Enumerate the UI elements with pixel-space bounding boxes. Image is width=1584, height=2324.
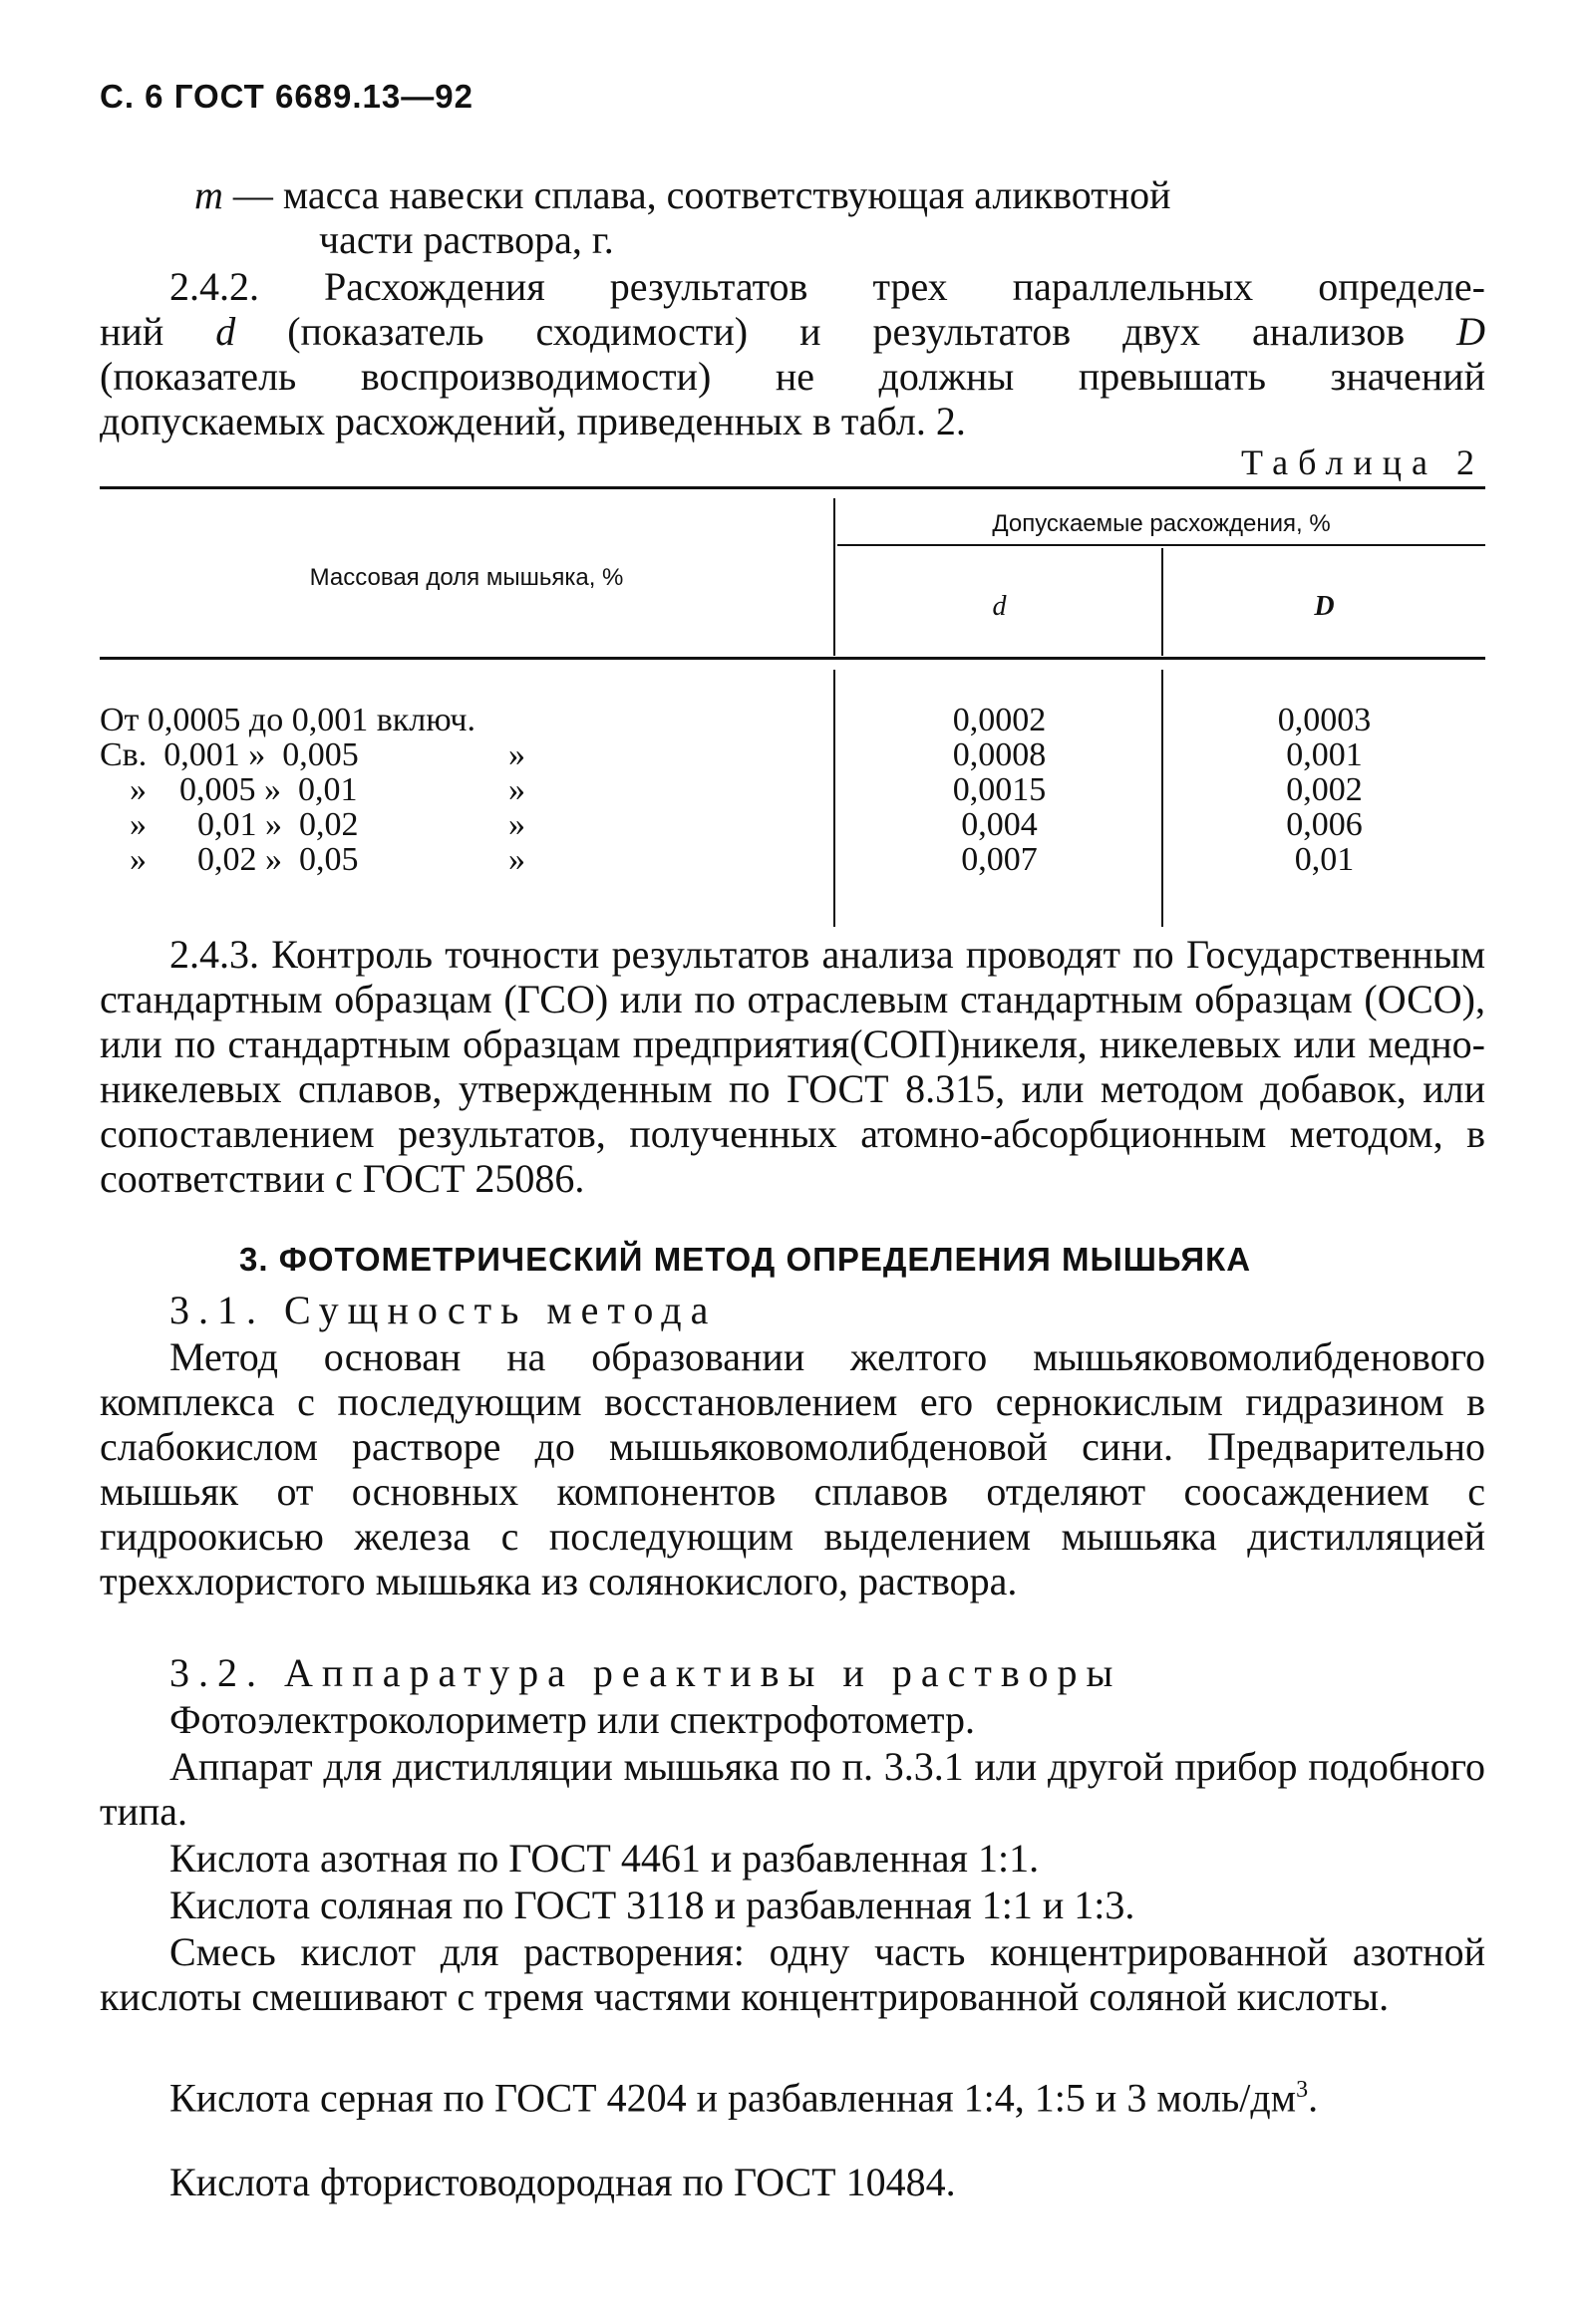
table-row-1-D: 0,0003 bbox=[1277, 702, 1372, 738]
table-group-rule bbox=[837, 544, 1485, 546]
table-row-4-D: 0,006 bbox=[1286, 806, 1363, 843]
reagent-item-5: Смесь кислот для растворения: одну часть концентрированной азотной кислоты смешивают с тремя частями концентрированной соляной кислоты. bbox=[100, 1929, 1485, 2019]
reagent-item-3: Кислота азотная по ГОСТ 4461 и разбавленная 1:1. bbox=[169, 1836, 1040, 1881]
col-d-header: d bbox=[992, 591, 1007, 622]
p242-line1: 2.4.2. Расхождения результатов трех параллельных определе- bbox=[169, 264, 1485, 309]
reagent-item-4: Кислота соляная по ГОСТ 3118 и разбавленная 1:1 и 1:3. bbox=[169, 1883, 1135, 1927]
table-row-2-range: Св. 0,001 » 0,005 » bbox=[100, 736, 525, 773]
page-header: С. 6 ГОСТ 6689.13—92 bbox=[100, 78, 474, 115]
reagent-hydrofluoric-acid: Кислота фтористоводородная по ГОСТ 10484. bbox=[169, 2160, 956, 2204]
col-mass-fraction-header: Массовая доля мышьяка, % bbox=[309, 564, 624, 591]
section-3-title: 3. ФОТОМЕТРИЧЕСКИЙ МЕТОД ОПРЕДЕЛЕНИЯ МЫШЬЯКА bbox=[239, 1241, 1252, 1278]
table-row-3-D: 0,002 bbox=[1286, 771, 1363, 808]
table-row-1-d: 0,0002 bbox=[952, 702, 1047, 738]
table-vline-1 bbox=[833, 498, 835, 656]
table-body-vline-1 bbox=[833, 670, 835, 927]
m-definition-line1: m — масса навески сплава, соответствующая аликвотной bbox=[194, 172, 1171, 217]
paragraph-2-4-3: 2.4.3. Контроль точности результатов анализа проводят по Государственным стандартным образцам (ГСО) или по отраслевым стандартным образцам (ОСО), или по стандартным образцам предприятия(СОП)никеля, никелевых или медно-никелевых сплавов, утвержденным по ГОСТ 8.315, или методом добавок, или сопоставлением результатов, полученных атомно-абсорбционным методом, в соответствии с ГОСТ 25086. bbox=[100, 932, 1485, 1201]
col-group-header: Допускаемые расхождения, % bbox=[992, 510, 1331, 537]
table-row-1-range: От 0,0005 до 0,001 включ. bbox=[100, 702, 475, 738]
reagent-item-1: Фотоэлектроколориметр или спектрофотометр. bbox=[169, 1697, 976, 1742]
p242-line2: ний d (показатель сходимости) и результатов двух анализов D bbox=[100, 309, 1486, 354]
reagent-sulfuric-acid: Кислота серная по ГОСТ 4204 и разбавленная 1:4, 1:5 и 3 моль/$дм^3$. bbox=[169, 2075, 1319, 2121]
subsection-3-1-text: Метод основан на образовании желтого мышьяковомолибденового комплекса с последующим восстановлением его сернокислым гидразином в слабокислом растворе до мышьяковомолибденовой сини. Предварительно мышьяк от основных компонентов сплавов отделяют соосаждением с гидроокисью железа с последующим выделением мышьяка дистилляцией треххлористого мышьяка из солянокислого, раствора. bbox=[100, 1334, 1485, 1603]
table-caption: Таблица 2 bbox=[1241, 442, 1484, 482]
table-top-rule bbox=[100, 486, 1485, 489]
p242-line3: (показатель воспроизводимости) не должны превышать значений bbox=[100, 354, 1485, 399]
table-row-2-d: 0,0008 bbox=[952, 736, 1047, 773]
table-row-5-d: 0,007 bbox=[961, 841, 1038, 878]
table-row-3-d: 0,0015 bbox=[952, 771, 1047, 808]
subsection-3-1-title: 3.1. Сущность метода bbox=[169, 1288, 718, 1332]
p242-line4: допускаемых расхождений, приведенных в табл. 2. bbox=[100, 399, 966, 443]
table-row-4-d: 0,004 bbox=[961, 806, 1038, 843]
table-row-5-D: 0,01 bbox=[1294, 841, 1355, 878]
table-row-2-D: 0,001 bbox=[1286, 736, 1363, 773]
m-definition-line2: части раствора, г. bbox=[319, 217, 614, 262]
col-D-header: D bbox=[1314, 591, 1335, 622]
table-header-rule bbox=[100, 657, 1485, 660]
document-page: С. 6 ГОСТ 6689.13—92 m — масса навески сплава, соответствующая аликвотной части раствора, г. 2.4.2. Расхождения результатов трех параллельных определе- ний d (показатель сходимости) и результатов двух анализов D (показатель воспроизводимости) не должны превышать значений допускаемых расхождений, приведенных в табл. 2. Таблица 2 Массовая доля мышьяка, % Допускаемые расхождения, % d D От 0,0005 до 0,001 включ. 0,0002 0,0003 Св. 0,001 » 0,005 » 0,0008 0,001 » 0,005 » 0,01 » 0,0015 0,002 » 0,01 » 0,02 » 0,004 0,006 » 0,02 » 0,05 » 0,007 0,01 2.4.3. Контроль точности результатов анализа проводят по Государственным стандартным образцам (ГСО) или по отраслевым стандартным образцам (ОСО), или по стандартным образцам предприятия(СОП)никеля, никелевых или медно-никелевых сплавов, утвержденным по ГОСТ 8.315, или методом добавок, или сопоставлением результатов, полученных атомно-абсорбционным методом, в соответствии с ГОСТ 25086. 3. ФОТОМЕТРИЧЕСКИЙ МЕТОД ОПРЕДЕЛЕНИЯ МЫШЬЯКА 3.1. Сущность метода Метод основан на образовании желтого мышьяковомолибденового комплекса с последующим восстановлением его сернокислым гидразином в слабокислом растворе до мышьяковомолибденовой сини. Предварительно мышьяк от основных компонентов сплавов отделяют соосаждением с гидроокисью железа с последующим выделением мышьяка дистилляцией треххлористого мышьяка из солянокислого, раствора. 3.2. Аппаратура реактивы и растворы Фотоэлектроколориметр или спектрофотометр. Аппарат для дистилляции мышьяка по п. 3.3.1 или другой прибор подобного типа. Кислота азотная по ГОСТ 4461 и разбавленная 1:1. Кислота соляная по ГОСТ 3118 и разбавленная 1:1 и 1:3. Смесь кислот для растворения: одну часть концентрированной азотной кислоты смешивают с тремя частями концентрированной соляной кислоты. Кислота серная по ГОСТ 4204 и разбавленная 1:4, 1:5 и 3 моль/$дм^3$. Кислота фтористоводородная по ГОСТ 10484. bbox=[100, 78, 1486, 2204]
subsection-3-2-title: 3.2. Аппаратура реактивы и растворы bbox=[169, 1650, 1122, 1695]
var-m: m bbox=[194, 172, 223, 217]
reagent-item-2: Аппарат для дистилляции мышьяка по п. 3.3.1 или другой прибор подобного типа. bbox=[100, 1744, 1485, 1834]
